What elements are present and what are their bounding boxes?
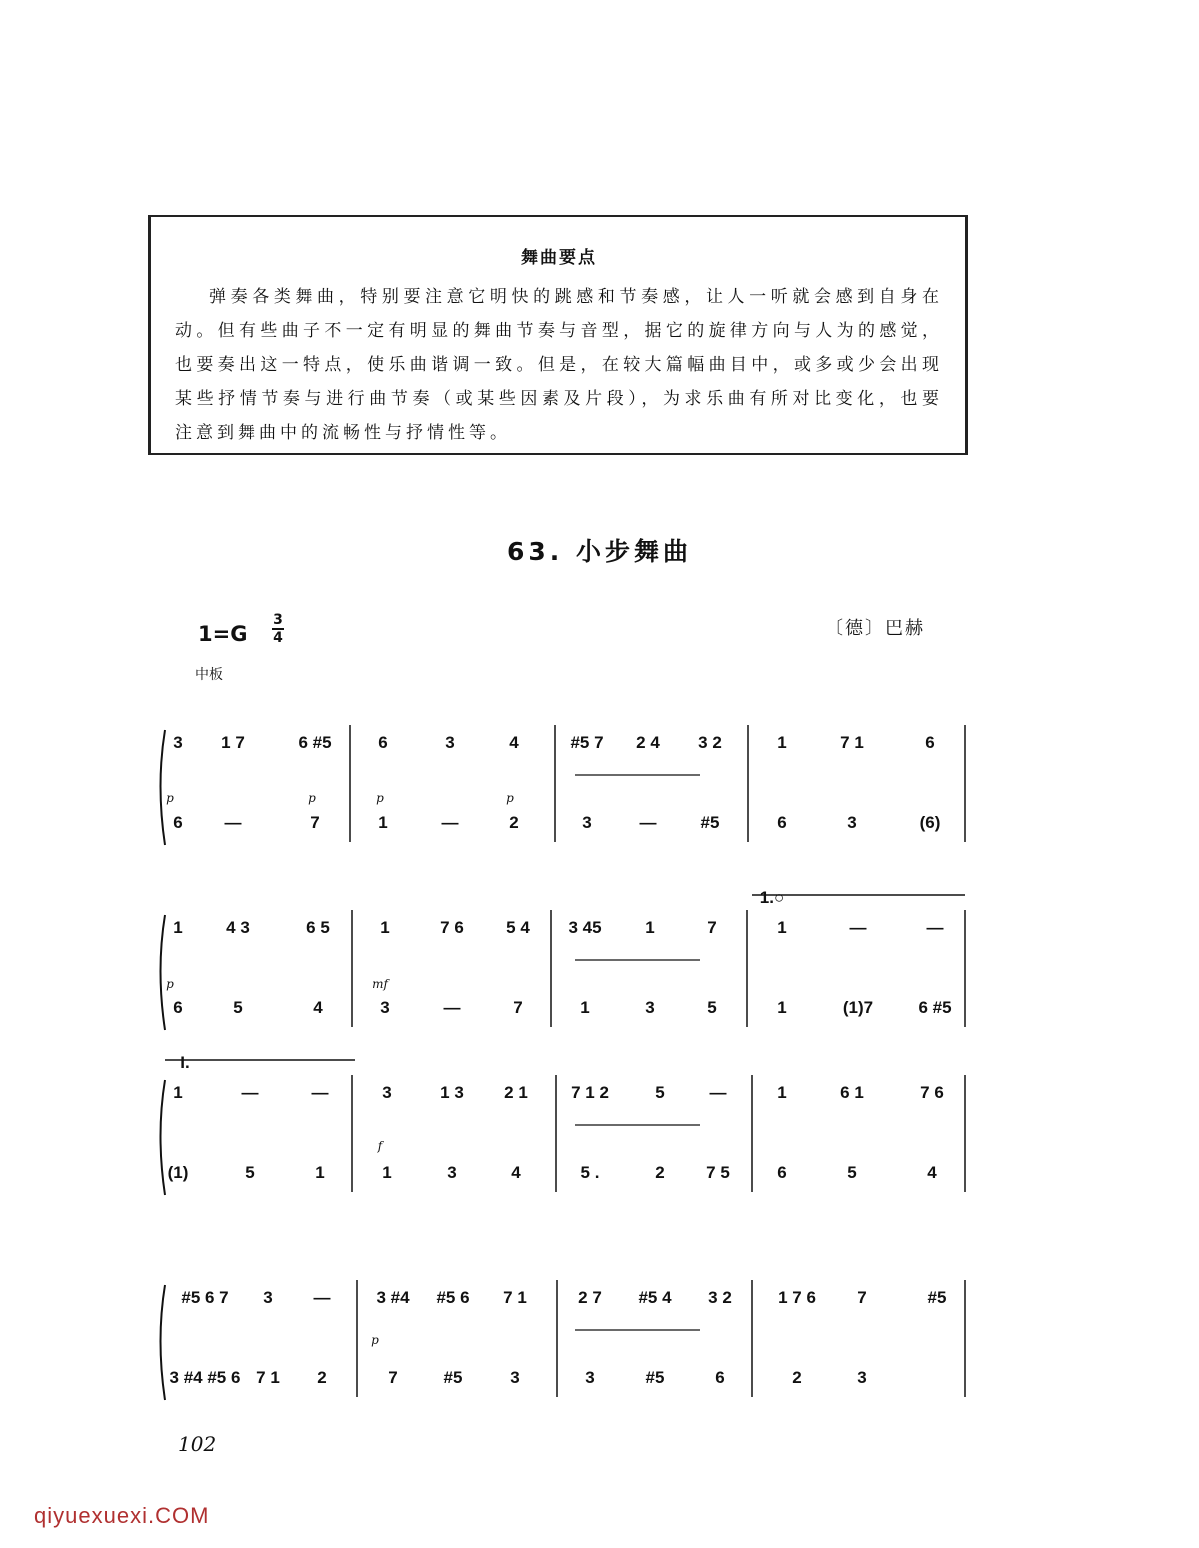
upper-note: 7 1 <box>840 733 864 752</box>
lower-note: (6) <box>919 813 941 832</box>
lower-note: 6 <box>777 813 787 832</box>
lower-note: 3 <box>857 1368 867 1387</box>
upper-note: 1 <box>173 918 183 937</box>
note-body: 弹奏各类舞曲，特别要注意它明快的跳感和节奏感，让人一听就会感到自身在动。但有些曲子不一定有明显的舞曲节奏与音型，据它的旋律方向与人为的感觉，也要奏出这一特点，使乐曲谐调一致。但是，在较大篇幅曲目中，或多或少会出现某些抒情节奏与进行曲节奏（或某些因素及片段），为求乐曲有所对比变化，也要注意到舞曲中的流畅性与抒情性等。 <box>175 287 943 443</box>
dynamic-mark: p <box>376 791 384 805</box>
upper-note: 3 2 <box>708 1288 732 1307</box>
note-title: 舞曲要点 <box>521 248 597 268</box>
upper-note: — <box>926 918 944 937</box>
upper-note: 7 6 <box>440 918 464 937</box>
lower-note: 1 <box>580 998 590 1017</box>
lower-note: 6 <box>777 1163 787 1182</box>
lower-note: 2 <box>792 1368 802 1387</box>
upper-note: 3 #4 <box>376 1288 410 1307</box>
volta-label: I. <box>180 1053 190 1072</box>
piece-title: 63. 小步舞曲 <box>507 537 692 566</box>
upper-note: 2 1 <box>504 1083 528 1102</box>
upper-note: 7 1 2 <box>571 1083 609 1102</box>
lower-note: 4 <box>511 1163 521 1182</box>
upper-note: 1 <box>777 918 787 937</box>
upper-note: 3 45 <box>568 918 602 937</box>
lower-note: 5 . <box>580 1163 600 1182</box>
upper-note: 2 7 <box>578 1288 602 1307</box>
lower-note: 1 <box>777 998 787 1017</box>
upper-note: — <box>313 1288 331 1307</box>
dynamic-mark: p <box>166 791 174 805</box>
lower-note: 5 <box>707 998 717 1017</box>
lower-note: 3 <box>510 1368 520 1387</box>
upper-note: 7 6 <box>920 1083 944 1102</box>
upper-note: 3 <box>382 1083 392 1102</box>
time-top: 3 <box>273 612 283 628</box>
dynamic-mark: p <box>506 791 514 805</box>
lower-note: 3 #4 #5 6 <box>169 1368 241 1387</box>
lower-note: 5 <box>245 1163 255 1182</box>
lower-note: — <box>443 998 461 1017</box>
lower-note: (1) <box>167 1163 189 1182</box>
upper-note: 1 <box>173 1083 183 1102</box>
lower-note: 4 <box>313 998 323 1017</box>
lower-note: 3 <box>380 998 390 1017</box>
lower-note: 4 <box>927 1163 937 1182</box>
upper-note: 6 #5 <box>298 733 332 752</box>
lower-note: — <box>441 813 459 832</box>
upper-note: 1 <box>645 918 655 937</box>
dynamic-mark: p <box>308 791 316 805</box>
key-signature: 1=G <box>198 622 248 646</box>
upper-note: 7 <box>707 918 717 937</box>
watermark: qiyuexuexi.COM <box>34 1503 210 1528</box>
upper-note: 7 <box>857 1288 867 1307</box>
upper-note: 6 <box>925 733 935 752</box>
upper-note: 7 1 <box>503 1288 527 1307</box>
upper-note: 2 4 <box>636 733 660 752</box>
lower-note: 3 <box>847 813 857 832</box>
upper-note: #5 <box>927 1288 947 1307</box>
volta-label: 1.○ <box>759 888 785 907</box>
lower-note: — <box>224 813 242 832</box>
upper-note: 1 <box>777 733 787 752</box>
dynamic-mark: p <box>371 1333 379 1347</box>
upper-note: 3 <box>263 1288 273 1307</box>
lower-note: 1 <box>378 813 388 832</box>
lower-note: #5 <box>700 813 720 832</box>
system-brace <box>161 730 166 845</box>
dynamic-mark: p <box>166 977 174 991</box>
time-signature <box>272 612 284 646</box>
upper-note: — <box>849 918 867 937</box>
lower-note: 3 <box>585 1368 595 1387</box>
upper-note: #5 6 <box>436 1288 470 1307</box>
tempo-marking: 中板 <box>195 667 223 683</box>
system-brace <box>161 915 166 1030</box>
lower-note: 3 <box>582 813 592 832</box>
upper-note: — <box>311 1083 329 1102</box>
lower-note: 6 <box>173 998 183 1017</box>
lower-note: 7 1 <box>256 1368 280 1387</box>
page-number: 102 <box>178 1432 217 1456</box>
composer: 〔德〕巴赫 <box>825 618 925 639</box>
system-brace <box>161 1285 166 1400</box>
upper-note: — <box>709 1083 727 1102</box>
lower-note: (1)7 <box>842 998 874 1017</box>
upper-note: 5 <box>655 1083 665 1102</box>
upper-note: 1 3 <box>440 1083 464 1102</box>
upper-note: 3 <box>445 733 455 752</box>
lower-note: 7 <box>388 1368 398 1387</box>
upper-note: — <box>241 1083 259 1102</box>
upper-note: 3 <box>173 733 183 752</box>
lower-note: 7 <box>513 998 523 1017</box>
lower-note: 2 <box>317 1368 327 1387</box>
upper-note: #5 6 7 <box>181 1288 229 1307</box>
dynamic-mark: f <box>377 1139 383 1153</box>
dynamic-mark: mf <box>372 977 388 991</box>
lower-note: 2 <box>509 813 519 832</box>
upper-note: 1 7 6 <box>778 1288 816 1307</box>
upper-note: 6 <box>378 733 388 752</box>
lower-note: 6 <box>715 1368 725 1387</box>
lower-note: — <box>639 813 657 832</box>
note-box <box>148 215 968 455</box>
upper-note: #5 4 <box>638 1288 672 1307</box>
upper-note: 5 4 <box>506 918 530 937</box>
lower-note: #5 <box>645 1368 665 1387</box>
upper-note: 4 3 <box>226 918 250 937</box>
lower-note: 5 <box>847 1163 857 1182</box>
upper-note: 1 <box>380 918 390 937</box>
score-layer <box>161 725 966 1400</box>
upper-note: #5 7 <box>570 733 604 752</box>
lower-note: 2 <box>655 1163 665 1182</box>
upper-note: 1 <box>777 1083 787 1102</box>
lower-note: 6 <box>173 813 183 832</box>
lower-note: 5 <box>233 998 243 1017</box>
lower-note: 1 <box>382 1163 392 1182</box>
time-bottom: 4 <box>273 630 283 646</box>
lower-note: 6 #5 <box>918 998 952 1017</box>
upper-note: 1 7 <box>221 733 245 752</box>
upper-note: 6 1 <box>840 1083 864 1102</box>
lower-note: 1 <box>315 1163 325 1182</box>
lower-note: 3 <box>447 1163 457 1182</box>
upper-note: 3 2 <box>698 733 722 752</box>
lower-note: 7 <box>310 813 320 832</box>
lower-note: #5 <box>443 1368 463 1387</box>
lower-note: 7 5 <box>706 1163 730 1182</box>
system-brace <box>161 1080 166 1195</box>
upper-note: 6 5 <box>306 918 330 937</box>
upper-note: 4 <box>509 733 519 752</box>
lower-note: 3 <box>645 998 655 1017</box>
